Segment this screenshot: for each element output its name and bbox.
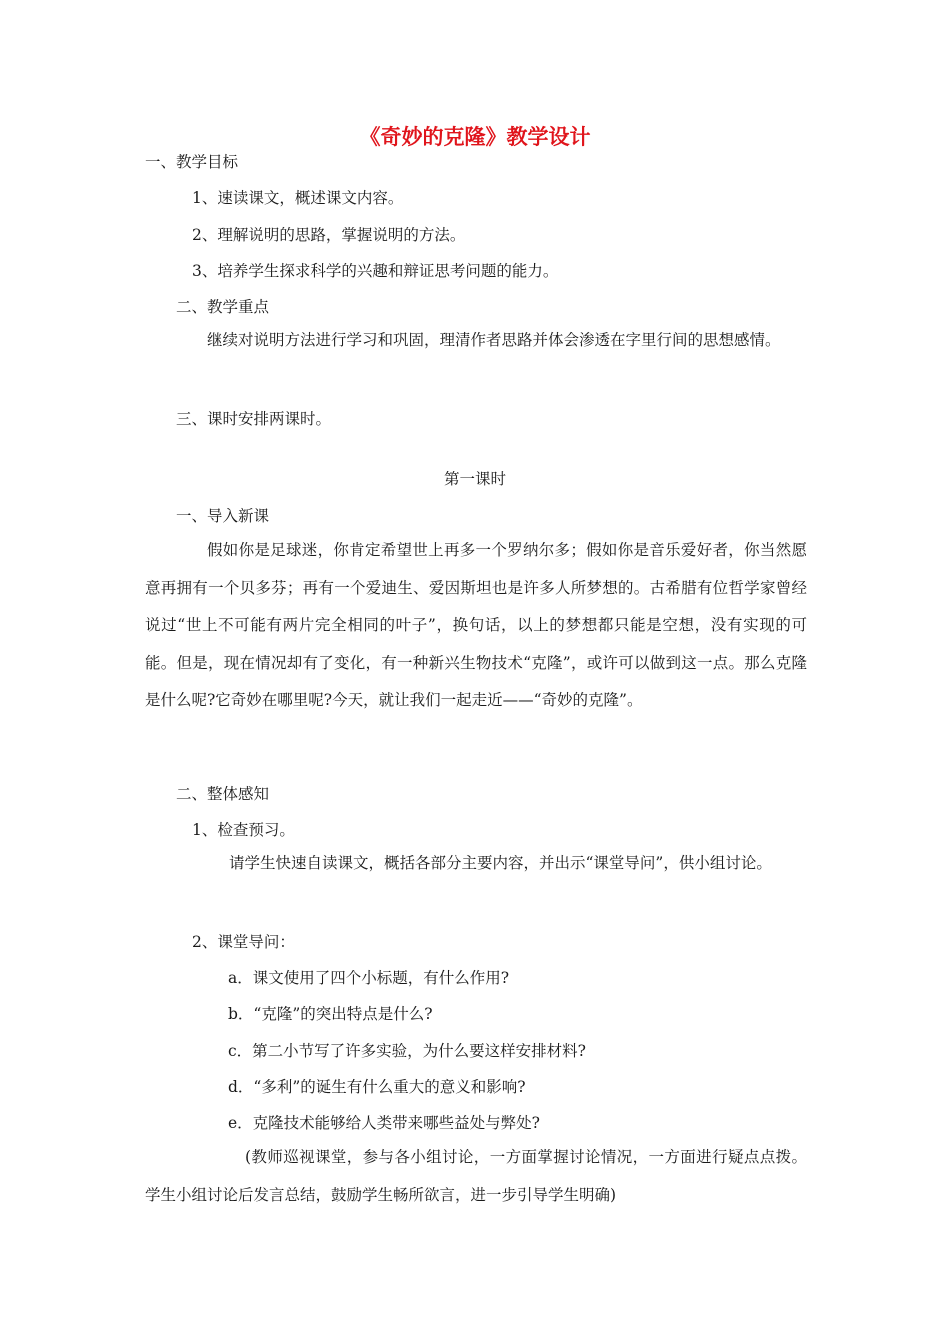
key-points-paragraph: 继续对说明方法进行学习和巩固，理清作者思路并体会渗透在字里行间的思想感情。 <box>207 331 781 349</box>
questions-heading: 2、课堂导问： <box>192 933 295 951</box>
question-item-d: d．“多利”的诞生有什么重大的意义和影响? <box>228 1078 526 1096</box>
question-item-c: c．第二小节写了许多实验，为什么要这样安排材料? <box>228 1042 586 1060</box>
document-title: 《奇妙的克隆》教学设计 <box>359 125 591 149</box>
goal-item-2: 2、理解说明的思路，掌握说明的方法。 <box>192 226 466 244</box>
goal-item-3: 3、培养学生探求科学的兴趣和辩证思考问题的能力。 <box>192 262 559 280</box>
intro-paragraph: 假如你是足球迷，你肯定希望世上再多一个罗纳尔多；假如你是音乐爱好者，你当然愿意再拥有一个贝多芬；再有一个爱迪生、爱因斯坦也是许多人所梦想的。古希腊有位哲学家曾经说过“世上不可能有两片完全相同的叶子”，换句话，以上的梦想都只能是空想，没有实现的可能。但是，现在情况却有了变化，有一种新兴生物技术“克隆”，或许可以做到这一点。那么克隆是什么呢?它奇妙在哪里呢?今天，就让我们一起走近——“奇妙的克隆”。 <box>145 541 807 709</box>
question-item-e: e．克隆技术能够给人类带来哪些益处与弊处? <box>228 1114 540 1132</box>
intro-heading: 一、导入新课 <box>176 507 270 525</box>
question-item-a: a．课文使用了四个小标题，有什么作用? <box>228 969 510 987</box>
teacher-note-paragraph: (教师巡视课堂，参与各小组讨论，一方面掌握讨论情况，一方面进行疑点点拨。学生小组讨论后发言总结，鼓励学生畅所欲言，进一步引导学生明确) <box>145 1148 807 1204</box>
goal-item-1: 1、速读课文，概述课文内容。 <box>192 189 404 207</box>
question-item-b: b．“克隆”的突出特点是什么? <box>228 1005 433 1023</box>
check-paragraph: 请学生快速自读课文，概括各部分主要内容，并出示“课堂导问”，供小组讨论。 <box>229 854 772 872</box>
section-heading-key-points: 二、教学重点 <box>176 298 270 316</box>
overview-heading: 二、整体感知 <box>176 785 270 803</box>
section-heading-goals: 一、教学目标 <box>145 153 239 171</box>
lesson-heading: 第一课时 <box>443 470 506 488</box>
section-heading-schedule: 三、课时安排两课时。 <box>176 410 332 428</box>
check-heading: 1、检查预习。 <box>192 821 295 839</box>
